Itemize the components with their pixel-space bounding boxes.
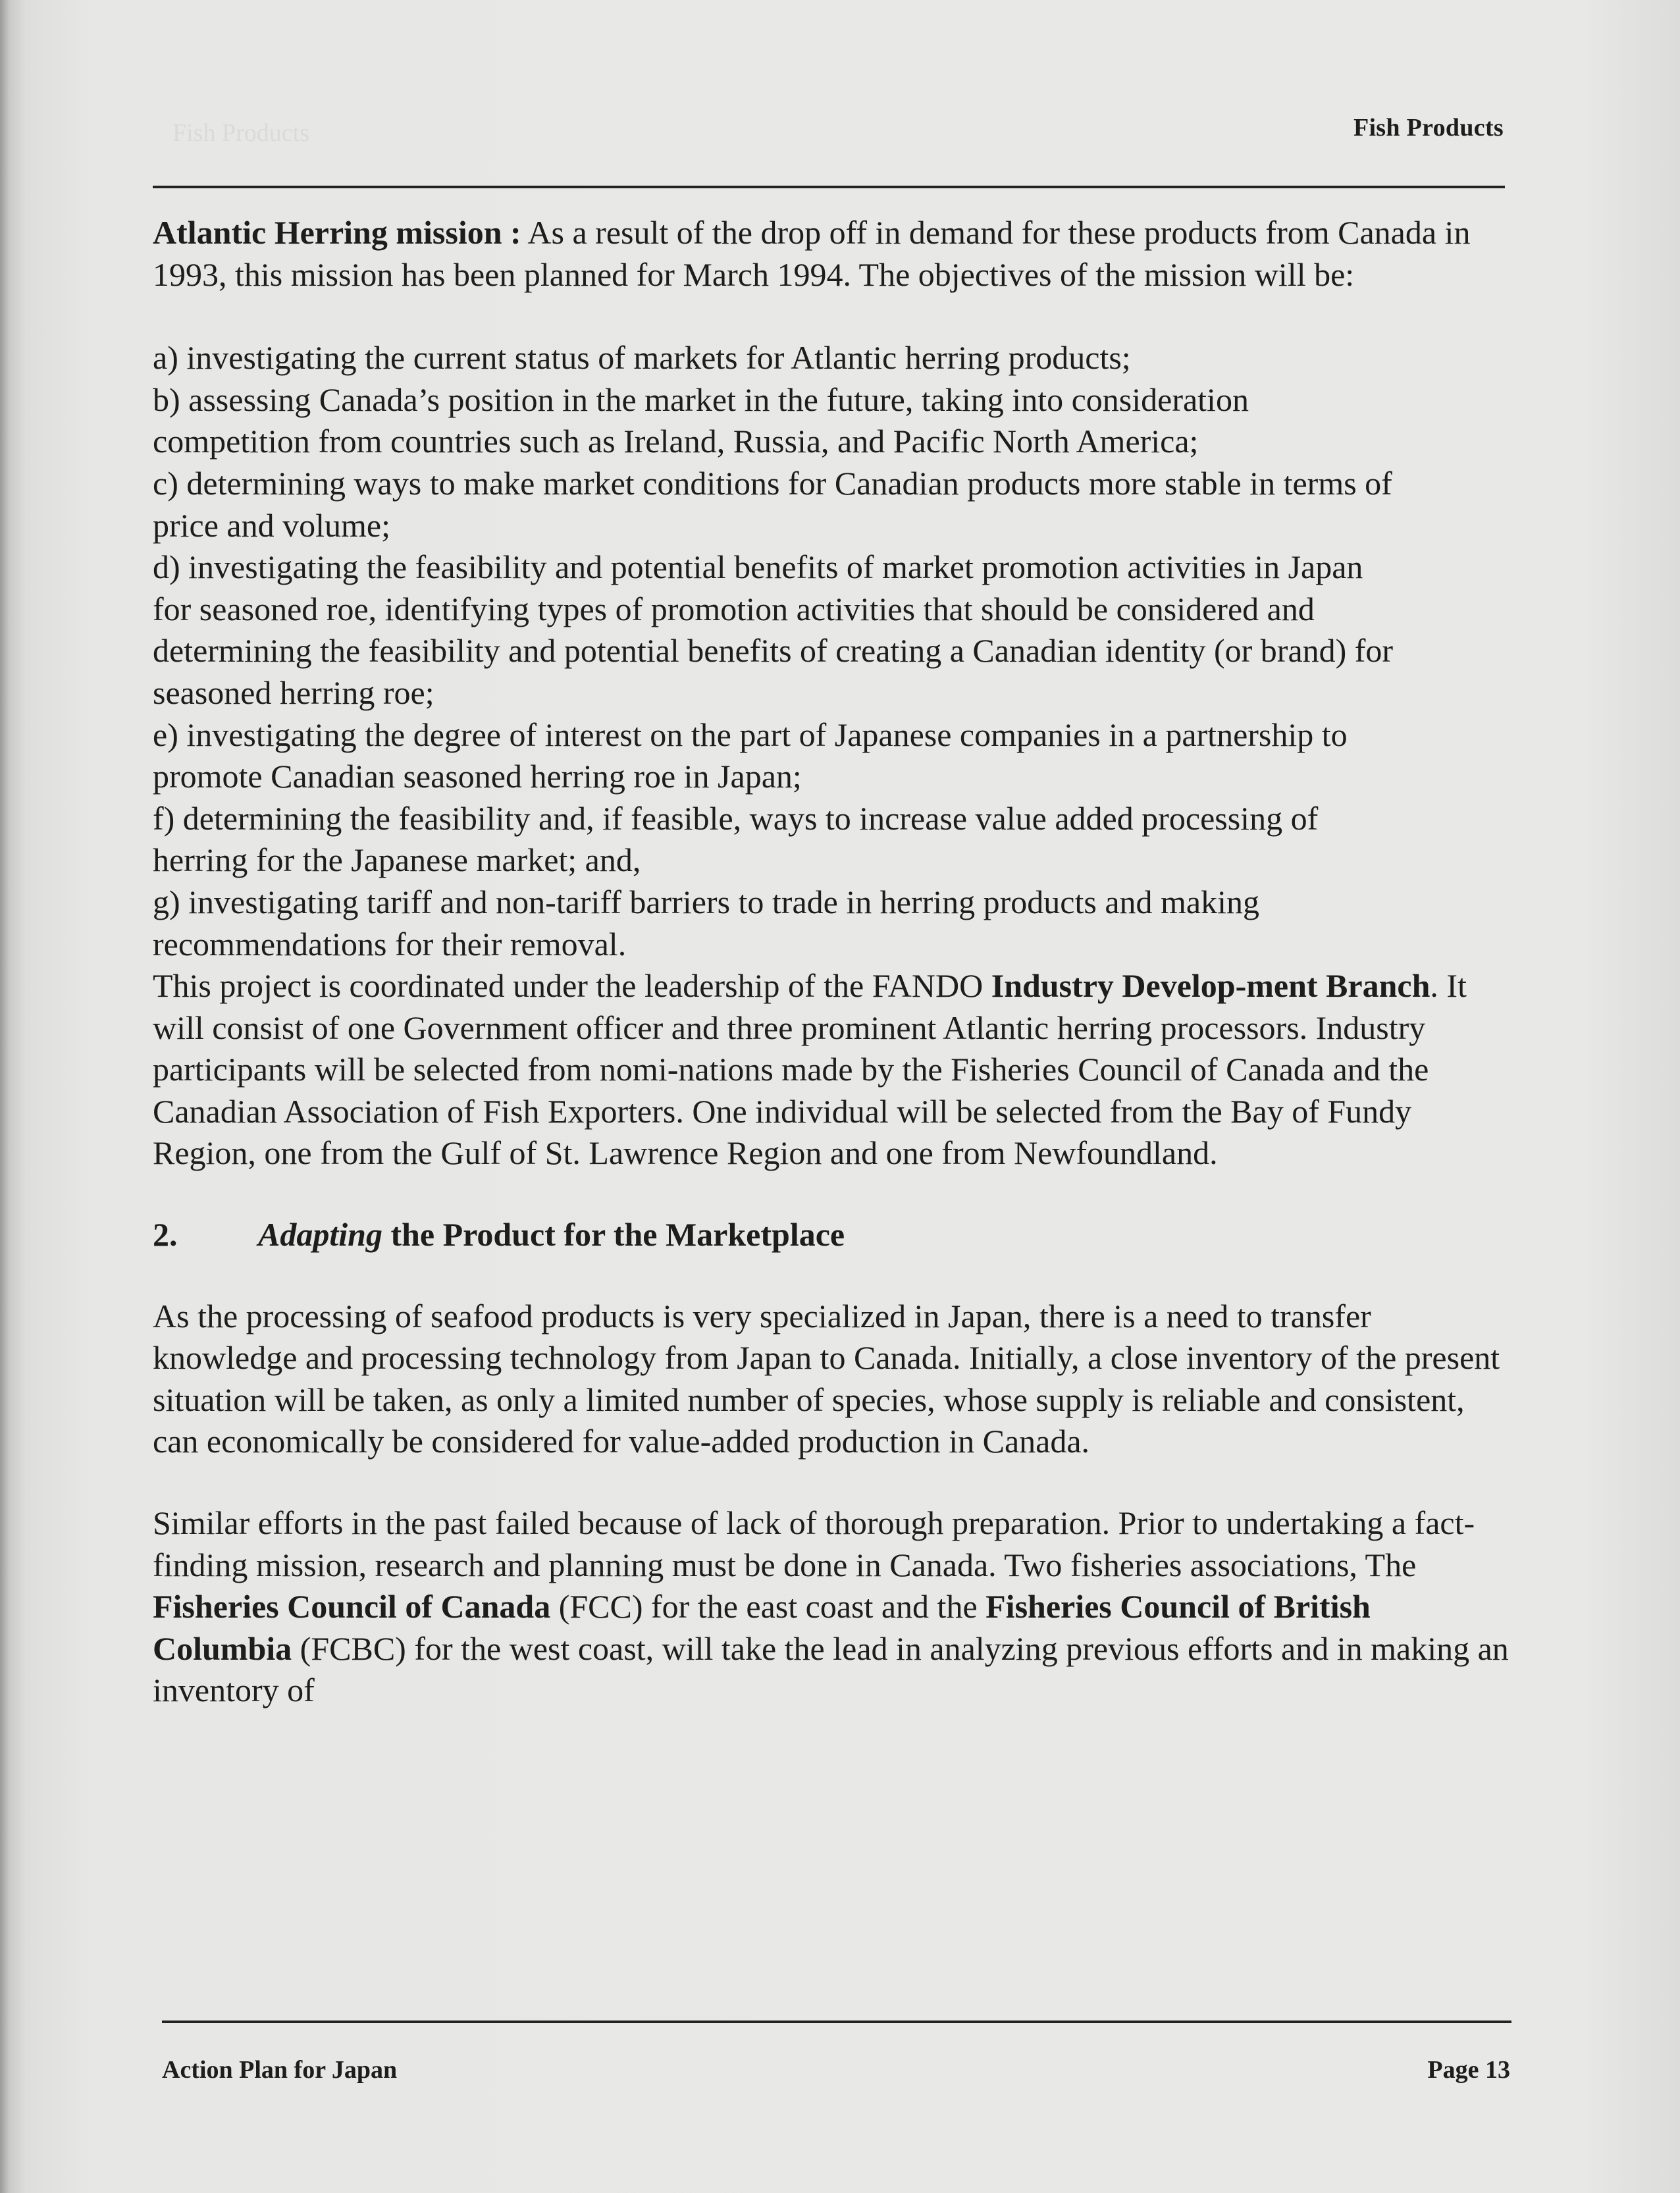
header-rule: [153, 186, 1505, 188]
associations-text-b: (FCC) for the east coast and the: [550, 1588, 986, 1625]
objectives-list: [153, 337, 1404, 965]
section-heading: [153, 1214, 1509, 1256]
objective-item: e) investigating the degree of interest on the part of Japanese companies in a partnership to promote Canadian seasoned herring roe in Japan;: [153, 716, 1348, 795]
footer-rule: [162, 2021, 1511, 2023]
objective-item: d) investigating the feasibility and potential benefits of market promotion activities in Japan for seasoned roe, identifying types of promotion activities that should be considered and determining the feasibility and potential benefits of creating a Canadian identity (or brand) for seasoned herring roe;: [153, 548, 1394, 711]
fcc-name: Fisheries Council of Canada: [153, 1588, 551, 1625]
branch-name: Industry Develop-ment Branch: [991, 967, 1431, 1005]
show-through-text: Fish Products: [172, 119, 309, 147]
coordination-text-a: This project is coordinated under the leadership of the FANDO: [153, 967, 991, 1005]
mission-title: Atlantic Herring mission :: [153, 214, 521, 251]
page-number: Page 13: [1427, 2056, 1510, 2084]
associations-text-c: (FCBC) for the west coast, will take the lead in analyzing previous efforts and in making an inventory of: [153, 1629, 1509, 1709]
objective-item: a) investigating the current status of markets for Atlantic herring products;: [153, 339, 1131, 377]
body-text: [153, 212, 1509, 1712]
footer-document-title: Action Plan for Japan: [162, 2056, 398, 2084]
section-title-italic: Adapting: [258, 1216, 382, 1254]
objective-item: b) assessing Canada’s position in the market in the future, taking into consideration competition from countries such as Ireland, Russia, and Pacific North America;: [153, 381, 1249, 460]
fcbc-name: Fisheries Council of British Columbia: [153, 1588, 1371, 1667]
associations-paragraph: [153, 1502, 1509, 1712]
section-title-rest: the Product for the Marketplace: [382, 1216, 845, 1254]
coordination-text-b: . It will consist of one Government officer and three prominent Atlantic herring processors. Industry participants will be selected from nomi-nations made by the Fisheries Council of Canada and the Canadian Association of Fish Exporters. One individual will be selected from the Bay of Fundy Region, one from the Gulf of St. Lawrence Region and one from Newfoundland.: [153, 967, 1467, 1172]
objective-item: f) determining the feasibility and, if feasible, ways to increase value added processing of herring for the Japanese market; and,: [153, 799, 1319, 879]
objective-item: c) determining ways to make market conditions for Canadian products more stable in terms of price and volume;: [153, 464, 1392, 544]
mission-paragraph: [153, 212, 1509, 296]
mission-intro: As a result of the drop off in demand for these products from Canada in 1993, this mission has been planned for March 1994. The objectives of the mission will be:: [153, 214, 1471, 293]
objective-item: g) investigating tariff and non-tariff barriers to trade in herring products and making recommendations for their removal.: [153, 883, 1259, 963]
processing-paragraph: As the processing of seafood products is very specialized in Japan, there is a need to transfer knowledge and processing technology from Japan to Canada. Initially, a close inventory of the present situation will be taken, as only a limited number of species, whose supply is reliable and consistent, can economically be considered for value-added production in Canada.: [153, 1297, 1500, 1460]
section-number: 2.: [153, 1216, 178, 1254]
associations-text-a: Similar efforts in the past failed because of lack of thorough preparation. Prior to undertaking a fact-finding mission, research and planning must be done in Canada. Two fisheries associations, The: [153, 1504, 1475, 1583]
running-header: Fish Products: [1353, 114, 1504, 142]
coordination-paragraph: [153, 965, 1509, 1175]
